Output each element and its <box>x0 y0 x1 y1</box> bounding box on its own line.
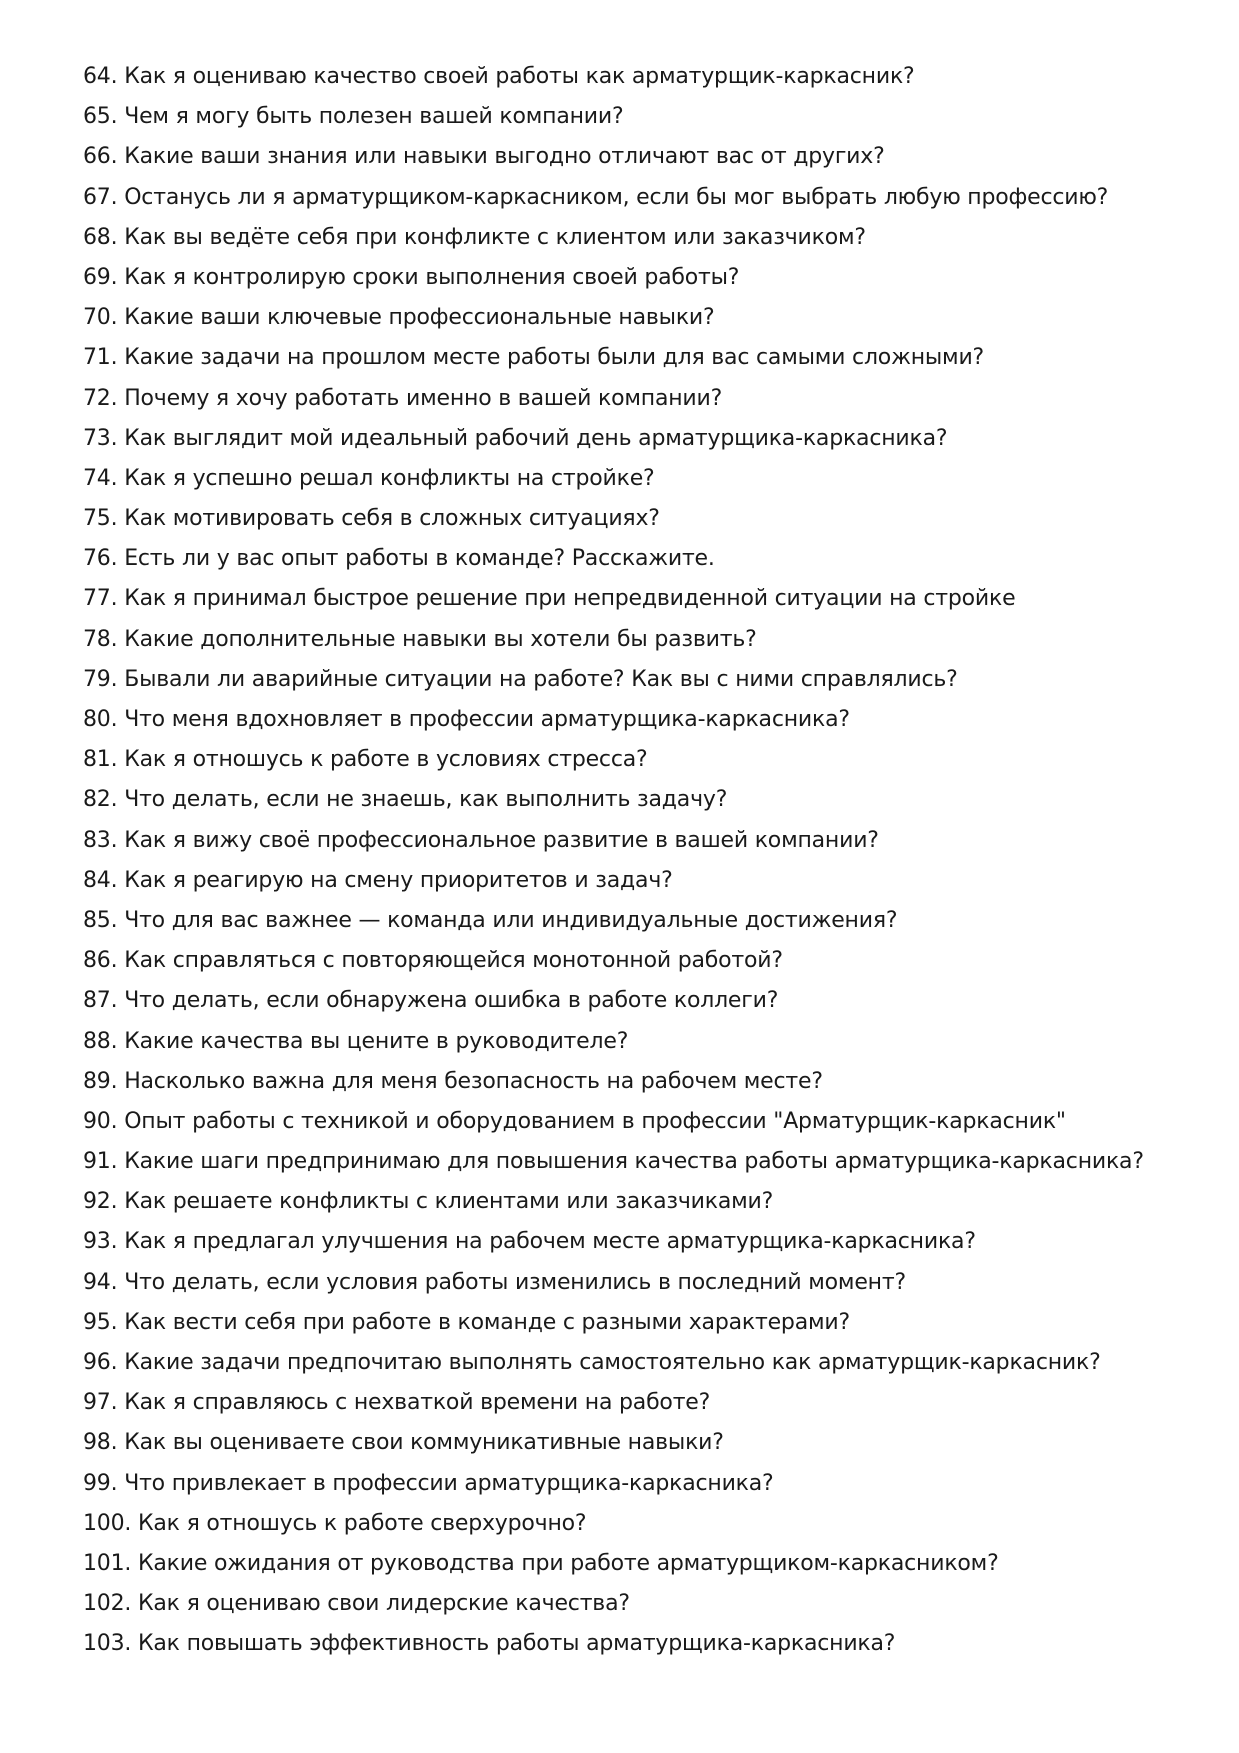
question-item <box>83 1187 1203 1227</box>
question-item <box>83 424 1203 464</box>
question-item <box>83 906 1203 946</box>
question-item <box>83 1227 1203 1267</box>
question-text: Как вы оцениваете свои коммуникативные навыки? <box>124 1430 724 1456</box>
question-number: 90. <box>83 1108 118 1134</box>
question-text: Как я предлагал улучшения на рабочем месте арматурщика-каркасника? <box>124 1229 976 1255</box>
question-number: 94. <box>83 1269 118 1295</box>
question-item <box>83 866 1203 906</box>
question-item <box>83 1308 1203 1348</box>
question-number: 77. <box>83 586 118 612</box>
question-number: 88. <box>83 1028 118 1054</box>
question-text: Что для вас важнее — команда или индивидуальные достижения? <box>124 907 898 933</box>
question-number: 75. <box>83 506 118 532</box>
question-text: Как выглядит мой идеальный рабочий день арматурщика-каркасника? <box>124 425 948 451</box>
question-item <box>83 1589 1203 1629</box>
question-number: 85. <box>83 907 118 933</box>
question-number: 71. <box>83 345 118 371</box>
question-number: 74. <box>83 465 118 491</box>
question-text: Как мотивировать себя в сложных ситуациях? <box>124 506 660 532</box>
question-number: 101. <box>83 1550 132 1576</box>
question-item <box>83 1067 1203 1107</box>
question-item <box>83 263 1203 303</box>
question-item <box>83 183 1203 223</box>
question-number: 76. <box>83 546 118 572</box>
question-item <box>83 384 1203 424</box>
question-item <box>83 705 1203 745</box>
question-number: 91. <box>83 1149 118 1175</box>
question-number: 102. <box>83 1591 132 1617</box>
question-item <box>83 1268 1203 1308</box>
question-item <box>83 1428 1203 1468</box>
question-number: 66. <box>83 144 118 170</box>
question-number: 99. <box>83 1470 118 1496</box>
question-item <box>83 1549 1203 1589</box>
question-item <box>83 504 1203 544</box>
question-item <box>83 785 1203 825</box>
question-text: Есть ли у вас опыт работы в команде? Расскажите. <box>124 546 715 572</box>
question-item <box>83 464 1203 504</box>
question-number: 72. <box>83 385 118 411</box>
question-item <box>83 1629 1203 1669</box>
question-text: Как решаете конфликты с клиентами или заказчиками? <box>124 1189 774 1215</box>
question-number: 80. <box>83 707 118 732</box>
question-item <box>83 826 1203 866</box>
question-text: Как справляться с повторяющейся монотонной работой? <box>124 948 783 974</box>
question-number: 100. <box>83 1510 132 1536</box>
question-text: Чем я могу быть полезен вашей компании? <box>124 104 624 130</box>
question-list <box>83 62 1203 1670</box>
question-item <box>83 745 1203 785</box>
question-number: 69. <box>83 264 118 290</box>
question-text: Что делать, если не знаешь, как выполнить задачу? <box>124 787 728 813</box>
question-text: Какие ожидания от руководства при работе арматурщиком-каркасником? <box>137 1550 999 1576</box>
question-text: Как я реагирую на смену приоритетов и задач? <box>124 867 673 893</box>
question-text: Какие ваши ключевые профессиональные навыки? <box>124 305 715 331</box>
question-item <box>83 343 1203 383</box>
question-item <box>83 1147 1203 1187</box>
question-number: 96. <box>83 1350 118 1375</box>
question-item <box>83 584 1203 624</box>
question-text: Как я принимал быстрое решение при непредвиденной ситуации на стройке <box>124 586 1016 612</box>
question-number: 65. <box>83 104 118 130</box>
question-text: Какие качества вы цените в руководителе? <box>124 1028 629 1054</box>
question-number: 98. <box>83 1430 118 1456</box>
question-text: Как я оцениваю свои лидерские качества? <box>137 1591 630 1617</box>
question-item <box>83 1509 1203 1549</box>
question-number: 93. <box>83 1229 118 1255</box>
question-text: Как я вижу своё профессиональное развитие в вашей компании? <box>124 827 879 853</box>
question-item <box>83 102 1203 142</box>
question-item <box>83 1388 1203 1428</box>
question-item <box>83 303 1203 343</box>
question-text: Как вы ведёте себя при конфликте с клиентом или заказчиком? <box>124 224 866 250</box>
question-number: 97. <box>83 1390 118 1416</box>
question-text: Что делать, если условия работы изменились в последний момент? <box>124 1269 906 1295</box>
question-number: 83. <box>83 827 118 853</box>
question-number: 92. <box>83 1189 118 1215</box>
question-item <box>83 946 1203 986</box>
question-number: 89. <box>83 1068 118 1094</box>
question-text: Какие дополнительные навыки вы хотели бы развить? <box>124 626 757 652</box>
question-number: 68. <box>83 224 118 250</box>
question-text: Какие ваши знания или навыки выгодно отличают вас от других? <box>124 144 885 170</box>
question-text: Как повышать эффективность работы арматурщика-каркасника? <box>137 1631 896 1657</box>
question-item <box>83 62 1203 102</box>
question-text: Как я отношусь к работе в условиях стресса? <box>124 747 648 773</box>
question-number: 87. <box>83 988 118 1014</box>
question-number: 70. <box>83 305 118 331</box>
question-text: Какие шаги предпринимаю для повышения качества работы арматурщика-каркасника? <box>124 1149 1144 1175</box>
question-text: Как вести себя при работе в команде с разными характерами? <box>124 1309 850 1335</box>
question-item <box>83 142 1203 182</box>
question-item <box>83 1469 1203 1509</box>
question-text: Бывали ли аварийные ситуации на работе? Как вы с ними справлялись? <box>124 666 958 692</box>
question-item <box>83 1348 1203 1388</box>
question-number: 81. <box>83 747 118 773</box>
question-number: 84. <box>83 867 118 893</box>
question-item <box>83 223 1203 263</box>
question-text: Как я оцениваю качество своей работы как арматурщик-каркасник? <box>124 64 915 89</box>
question-text: Какие задачи предпочитаю выполнять самостоятельно как арматурщик-каркасник? <box>124 1350 1101 1375</box>
question-number: 95. <box>83 1309 118 1335</box>
question-number: 64. <box>83 64 118 89</box>
question-text: Насколько важна для меня безопасность на рабочем месте? <box>124 1068 823 1094</box>
question-text: Что делать, если обнаружена ошибка в работе коллеги? <box>124 988 779 1014</box>
question-item <box>83 625 1203 665</box>
question-item <box>83 1107 1203 1147</box>
question-number: 67. <box>83 184 118 210</box>
question-text: Почему я хочу работать именно в вашей компании? <box>124 385 723 411</box>
question-number: 86. <box>83 948 118 974</box>
question-item <box>83 665 1203 705</box>
question-item <box>83 544 1203 584</box>
question-number: 103. <box>83 1631 132 1657</box>
question-text: Что меня вдохновляет в профессии арматурщика-каркасника? <box>124 707 850 732</box>
question-item <box>83 986 1203 1026</box>
question-text: Как я контролирую сроки выполнения своей работы? <box>124 264 740 290</box>
question-number: 73. <box>83 425 118 451</box>
question-number: 79. <box>83 666 118 692</box>
question-text: Как я отношусь к работе сверхурочно? <box>137 1510 587 1536</box>
question-text: Как я успешно решал конфликты на стройке? <box>124 465 655 491</box>
question-text: Опыт работы с техникой и оборудованием в профессии "Арматурщик-каркасник" <box>124 1108 1066 1134</box>
question-number: 78. <box>83 626 118 652</box>
question-item <box>83 1027 1203 1067</box>
question-text: Какие задачи на прошлом месте работы были для вас самыми сложными? <box>124 345 985 371</box>
question-text: Останусь ли я арматурщиком-каркасником, если бы мог выбрать любую профессию? <box>124 184 1109 210</box>
question-number: 82. <box>83 787 118 813</box>
question-text: Что привлекает в профессии арматурщика-каркасника? <box>124 1470 774 1496</box>
question-text: Как я справляюсь с нехваткой времени на работе? <box>124 1390 711 1416</box>
